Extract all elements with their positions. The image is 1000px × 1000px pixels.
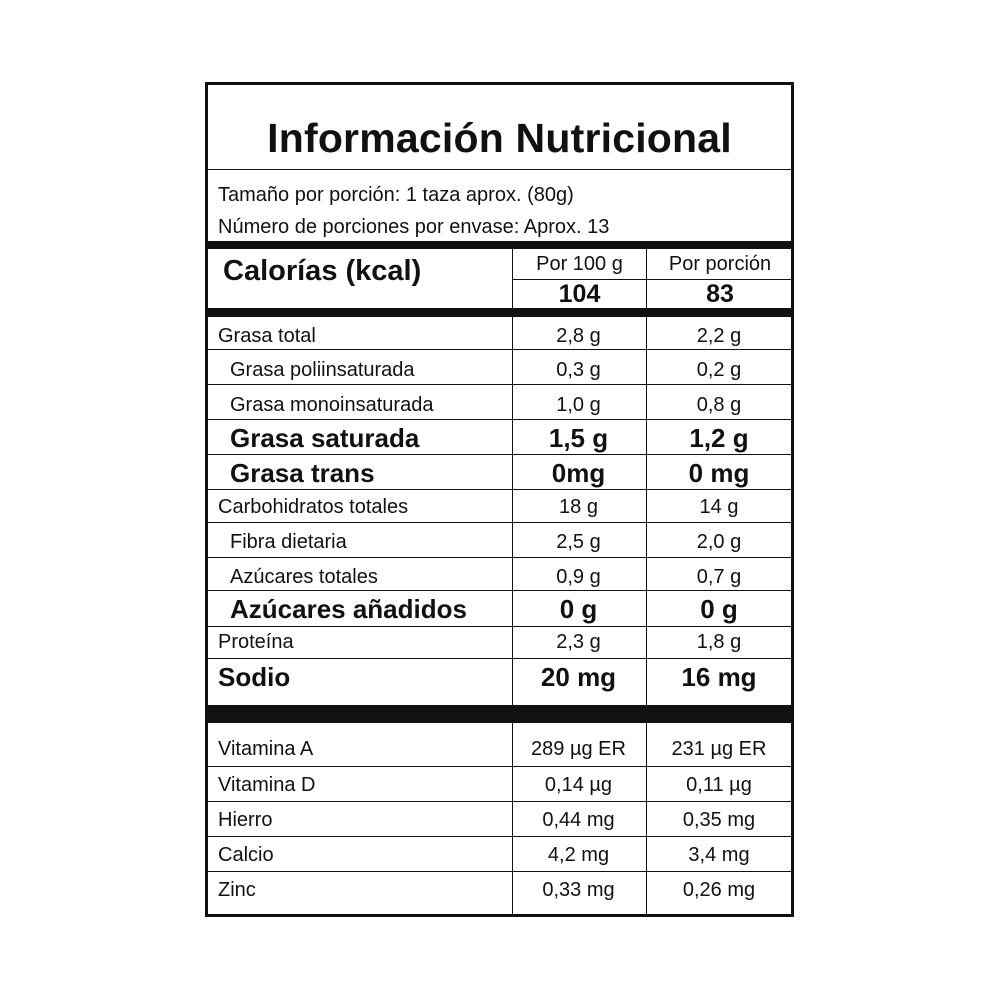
micronutrient-row: [208, 837, 791, 871]
nutrient-name: Calcio: [218, 844, 274, 866]
value-per-serving: 2,0 g: [696, 531, 742, 553]
divider: [208, 169, 791, 170]
value-per-100g: 0,3 g: [556, 359, 601, 381]
row-divider: [208, 871, 791, 872]
micronutrient-row: [208, 872, 791, 914]
value-per-serving: 0,8 g: [696, 394, 742, 416]
value-per-100g: 18 g: [559, 496, 598, 518]
nutrient-row: [208, 627, 791, 657]
nutrient-name: Grasa trans: [230, 458, 375, 488]
nutrient-name: Vitamina A: [218, 738, 314, 760]
value-per-100g: 0,14 µg: [544, 774, 613, 796]
value-per-100g: 0 g: [559, 594, 598, 624]
nutrient-name: Sodio: [218, 662, 291, 692]
row-divider: [208, 658, 791, 659]
value-per-serving: 3,4 mg: [688, 844, 750, 866]
value-per-100g: 2,8 g: [556, 325, 601, 347]
row-divider: [208, 349, 791, 350]
row-divider: [208, 557, 791, 558]
thick-divider: [208, 241, 791, 249]
row-divider: [208, 489, 791, 490]
calories-per-serving: 83: [706, 280, 734, 308]
nutrient-name: Grasa monoinsaturada: [230, 394, 434, 416]
value-per-100g: 2,5 g: [556, 531, 601, 553]
value-per-100g: 0,33 mg: [542, 879, 615, 901]
header-per-100g: Por 100 g: [536, 253, 623, 275]
nutrient-row: [208, 385, 791, 419]
nutrient-row: [208, 455, 791, 489]
value-per-serving: 231 µg ER: [671, 738, 767, 760]
value-per-100g: 0,44 mg: [542, 809, 615, 831]
thick-divider: [208, 308, 791, 317]
nutrient-name: Carbohidratos totales: [218, 496, 409, 518]
value-per-serving: 0,2 g: [696, 359, 742, 381]
column-divider: [646, 723, 647, 914]
nutrient-row: [208, 490, 791, 522]
value-per-serving: 0 mg: [688, 458, 750, 488]
value-per-100g: 20 mg: [540, 662, 617, 692]
value-per-100g: 4,2 mg: [547, 844, 610, 866]
row-divider: [208, 836, 791, 837]
column-divider: [512, 723, 513, 914]
row-divider: [208, 522, 791, 523]
micronutrient-row: [208, 723, 791, 766]
nutrient-row: [208, 420, 791, 454]
nutrient-row: [208, 523, 791, 557]
value-per-serving: 14 g: [699, 496, 739, 518]
serving-size: Tamaño por porción: 1 taza aprox. (80g): [218, 184, 574, 206]
value-per-100g: 1,0 g: [556, 394, 601, 416]
nutrient-name: Proteína: [218, 631, 294, 653]
value-per-100g: 1,5 g: [548, 423, 609, 453]
nutrient-row: [208, 317, 791, 349]
micronutrient-row: [208, 767, 791, 801]
row-divider: [208, 626, 791, 627]
calories-per-100g: 104: [558, 280, 601, 308]
calories-label: Calorías (kcal): [223, 255, 422, 287]
value-per-serving: 0,11 µg: [686, 774, 752, 796]
row-divider: [208, 801, 791, 802]
value-per-100g: 289 µg ER: [531, 738, 626, 760]
row-divider: [208, 454, 791, 455]
value-per-serving: 2,2 g: [696, 325, 742, 347]
row-divider: [208, 384, 791, 385]
row-divider: [208, 419, 791, 420]
value-per-serving: 0,7 g: [696, 566, 742, 588]
value-per-100g: 2,3 g: [556, 631, 601, 653]
nutrient-name: Grasa total: [218, 325, 316, 347]
column-divider: [512, 317, 513, 705]
nutrient-name: Fibra dietaria: [230, 531, 347, 553]
label-title: Información Nutricional: [267, 115, 732, 161]
nutrient-row: [208, 591, 791, 625]
value-per-serving: 0,35 mg: [682, 809, 756, 831]
micronutrient-row: [208, 802, 791, 836]
nutrient-row: [208, 558, 791, 590]
thick-divider: [208, 705, 791, 723]
nutrient-name: Grasa saturada: [230, 423, 420, 453]
nutrient-name: Hierro: [218, 809, 273, 831]
nutrient-name: Grasa poliinsaturada: [230, 359, 415, 381]
value-per-serving: 0,26 mg: [682, 879, 756, 901]
header-per-serving: Por porción: [668, 253, 772, 275]
nutrient-name: Vitamina D: [218, 774, 316, 796]
nutrient-name: Azúcares añadidos: [230, 594, 467, 624]
nutrient-name: Azúcares totales: [230, 566, 378, 588]
value-per-serving: 0 g: [700, 594, 738, 624]
column-divider: [646, 317, 647, 705]
nutrition-facts-label: [205, 82, 794, 917]
row-divider: [208, 766, 791, 767]
value-per-100g: 0mg: [551, 458, 606, 488]
value-per-100g: 0,9 g: [556, 566, 601, 588]
value-per-serving: 1,2 g: [689, 423, 749, 453]
row-divider: [208, 590, 791, 591]
nutrient-row: [208, 659, 791, 705]
value-per-serving: 16 mg: [681, 662, 757, 692]
nutrient-row: [208, 350, 791, 384]
value-per-serving: 1,8 g: [696, 631, 742, 653]
nutrient-name: Zinc: [218, 879, 256, 901]
servings-per-container: Número de porciones por envase: Aprox. 13: [218, 216, 610, 238]
